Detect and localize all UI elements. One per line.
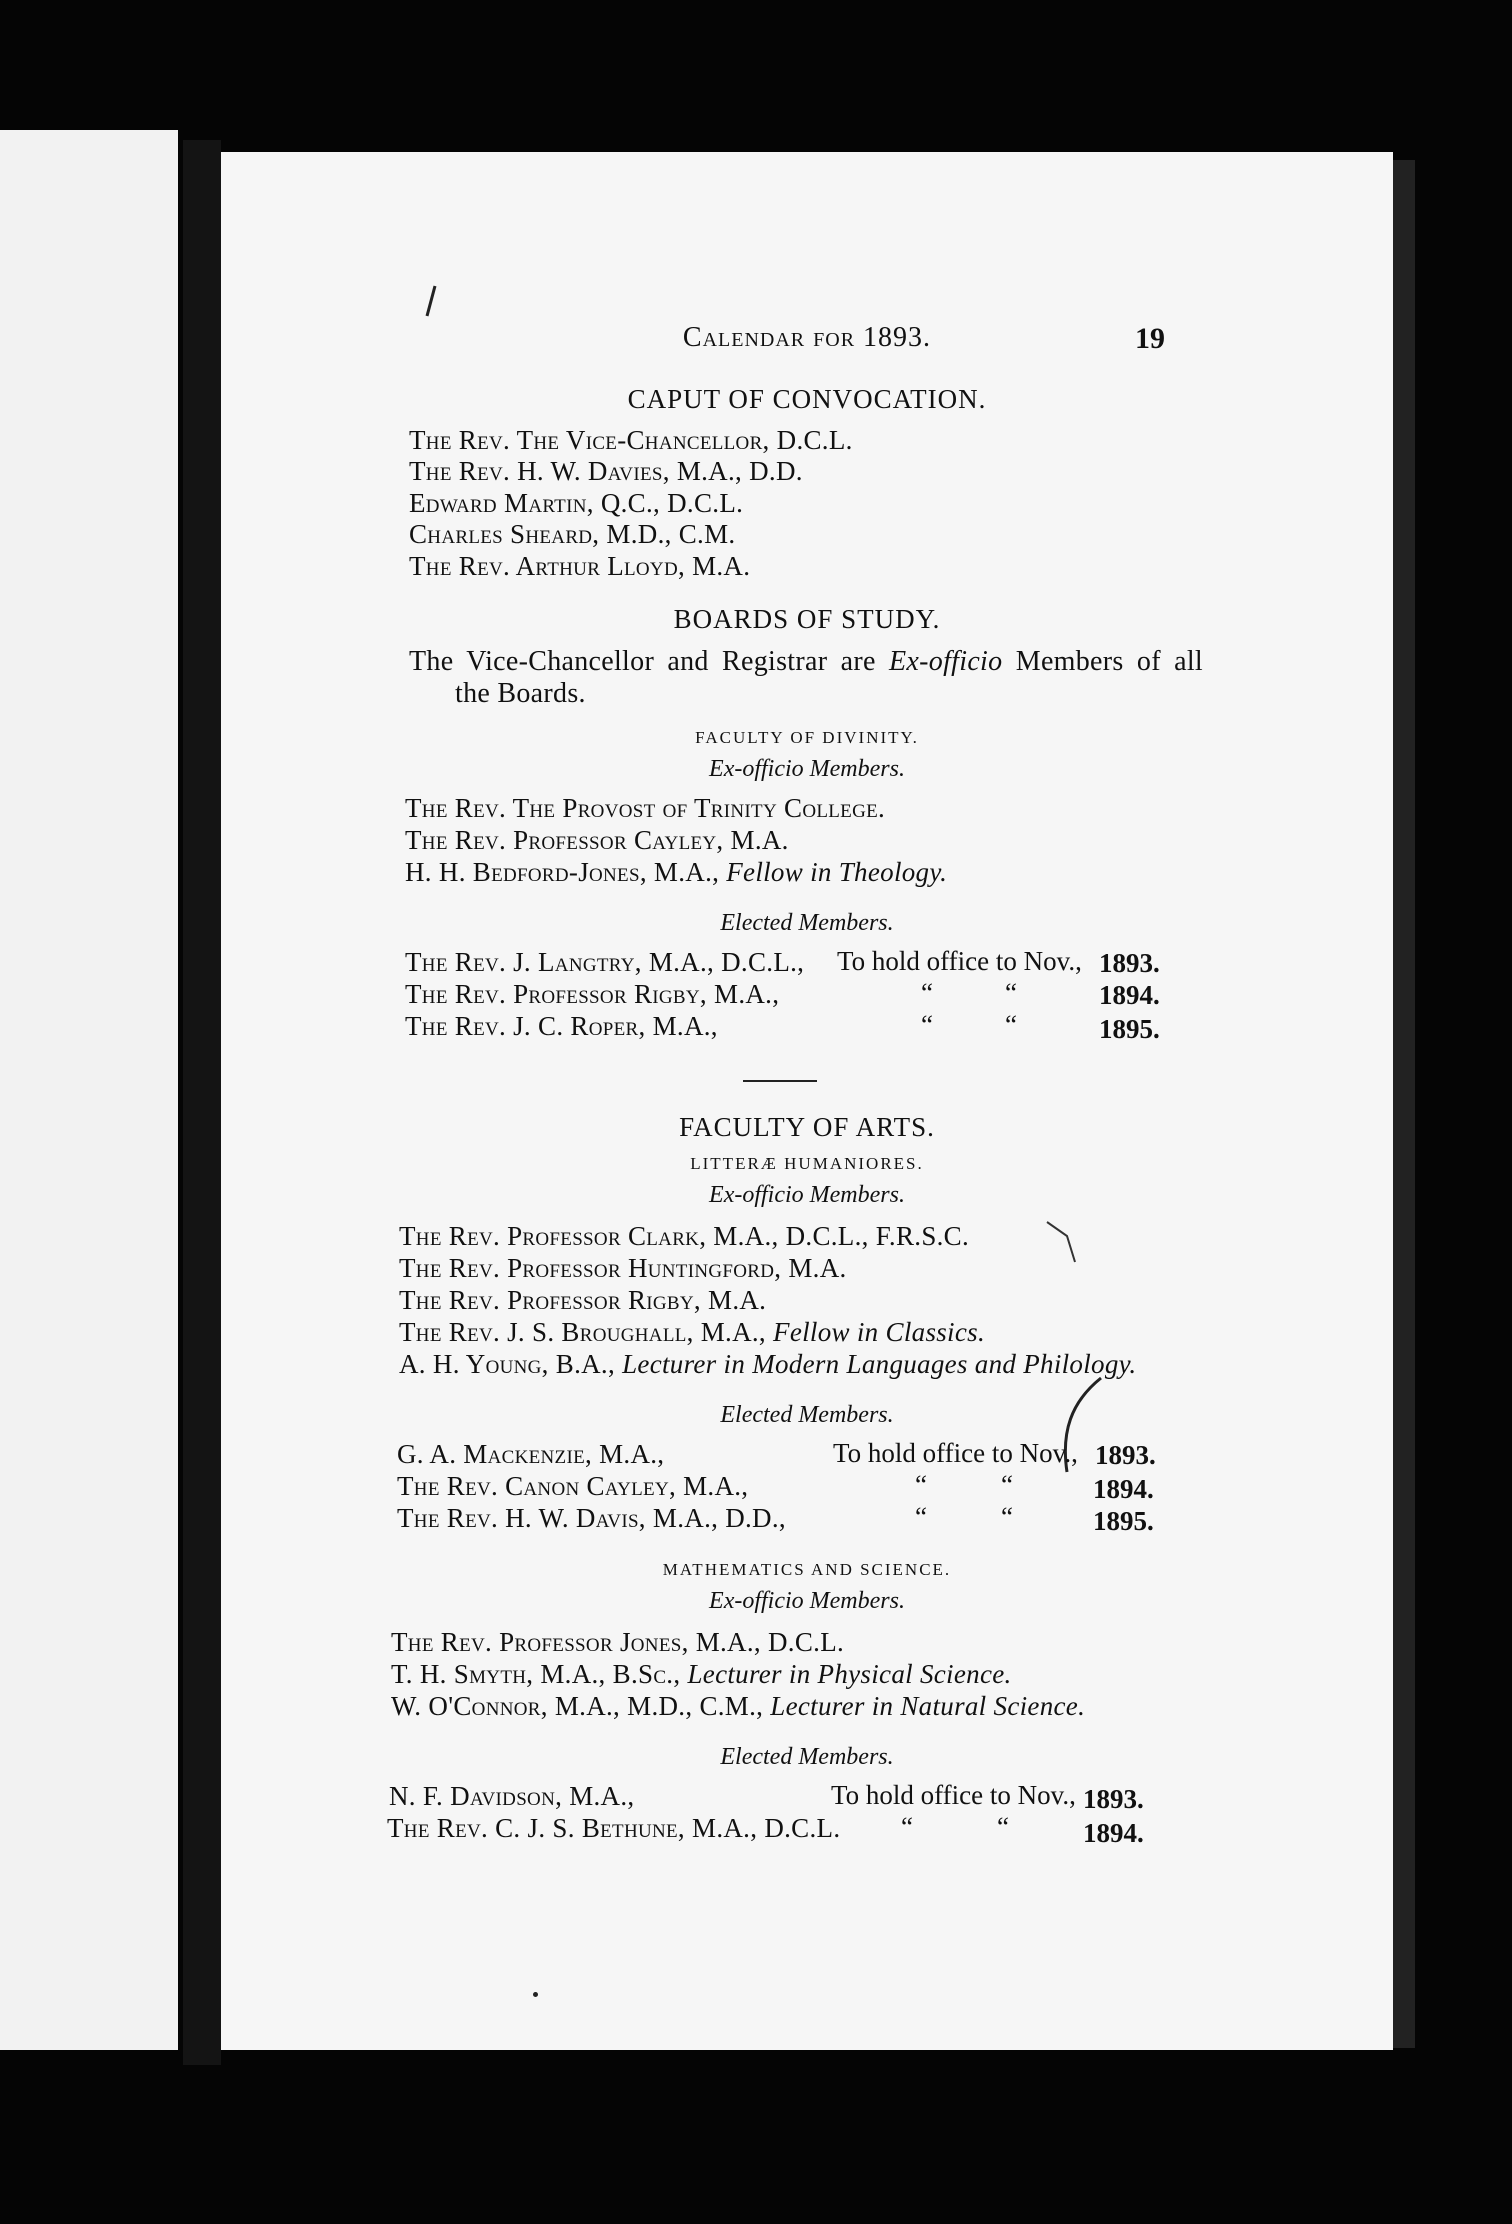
ditto-mark: “ (1005, 978, 1017, 1008)
member-name: The Rev. Professor Clark, M.A., D.C.L., F.R.S.C. (399, 1221, 970, 1251)
term-office-text: To hold office to Nov., (837, 946, 1082, 976)
caput-member: Charles Sheard, M.D., C.M. (409, 519, 736, 549)
member-name: H. H. Bedford-Jones, M.A., (405, 857, 720, 887)
term-year: 1894. (1083, 1818, 1144, 1848)
member-role: Lecturer in Physical Science. (687, 1659, 1012, 1689)
divinity-exofficio-member (405, 824, 789, 856)
caput-member: The Rev. H. W. Davies, M.A., D.D. (409, 456, 803, 486)
member-name: The Rev. J. S. Broughall, M.A., (399, 1317, 766, 1347)
pen-check-mark (1041, 1212, 1101, 1272)
ditto-mark: “ (915, 1502, 927, 1532)
term-year: 1895. (1093, 1506, 1154, 1536)
section-divider (743, 1080, 817, 1082)
book-gutter (183, 140, 221, 2065)
member-name: W. O'Connor, M.A., M.D., C.M., (391, 1691, 764, 1721)
term-year: 1893. (1083, 1784, 1144, 1814)
litterae-heading: LITTERÆ HUMANIORES. (690, 1154, 924, 1173)
ditto-mark: “ (1001, 1470, 1013, 1500)
term-year: 1893. (1099, 948, 1160, 978)
ditto-mark: “ (1005, 1010, 1017, 1040)
ditto-mark: “ (921, 1010, 933, 1040)
caput-heading: CAPUT OF CONVOCATION. (627, 384, 987, 414)
pen-mark (421, 282, 441, 322)
divinity-exofficio-label: Ex-officio Members. (709, 756, 905, 782)
member-name: The Rev. Professor Cayley, M.A. (405, 825, 789, 855)
arts-heading: FACULTY OF ARTS. (679, 1112, 935, 1142)
member-name: A. H. Young, B.A., (399, 1349, 616, 1379)
litterae-elected-member: The Rev. H. W. Davis, M.A., D.D., (397, 1503, 786, 1533)
litterae-exofficio-member (399, 1220, 969, 1252)
term-year: 1893. (1095, 1440, 1156, 1470)
term-year: 1894. (1099, 980, 1160, 1010)
member-name: The Rev. Professor Jones, M.A., D.C.L. (391, 1627, 845, 1657)
caput-member: The Rev. Arthur Lloyd, M.A. (409, 551, 751, 581)
litterae-exofficio-member (399, 1316, 985, 1348)
term-year: 1894. (1093, 1474, 1154, 1504)
divinity-exofficio-member (405, 856, 947, 888)
litterae-elected-member: The Rev. Canon Cayley, M.A., (397, 1471, 749, 1501)
member-role: Lecturer in Natural Science. (770, 1691, 1086, 1721)
facing-page-edge (0, 130, 178, 2050)
member-role: Fellow in Theology. (726, 857, 948, 887)
member-name: The Rev. Professor Huntingford, M.A. (399, 1253, 847, 1283)
term-office-text: To hold office to Nov., (831, 1780, 1076, 1810)
caput-member: Edward Martin, Q.C., D.C.L. (409, 488, 744, 518)
member-name: T. H. Smyth, M.A., B.Sc., (391, 1659, 681, 1689)
member-name: The Rev. Professor Rigby, M.A. (399, 1285, 767, 1315)
member-role: Lecturer in Modern Languages and Philology. (622, 1349, 1137, 1379)
divinity-elected-label: Elected Members. (720, 910, 894, 936)
ditto-mark: “ (901, 1812, 913, 1842)
ditto-mark: “ (921, 978, 933, 1008)
member-name: The Rev. The Provost of Trinity College. (405, 793, 886, 823)
ditto-mark: “ (997, 1812, 1009, 1842)
divinity-exofficio-member (405, 792, 885, 824)
running-head-title: Calendar for 1893. (682, 322, 932, 353)
boards-note-text: The Vice-Chancellor and Registrar are (409, 646, 876, 677)
term-office-text: To hold office to Nov., (833, 1438, 1078, 1468)
page-edge-shadow (1393, 160, 1415, 2048)
ink-dot (533, 1992, 538, 1997)
maths-heading: MATHEMATICS AND SCIENCE. (662, 1560, 952, 1579)
divinity-elected-member: The Rev. J. C. Roper, M.A., (405, 1011, 718, 1041)
member-role: Fellow in Classics. (773, 1317, 986, 1347)
litterae-elected-member: G. A. Mackenzie, M.A., (397, 1439, 665, 1469)
litterae-exofficio-member (399, 1284, 766, 1316)
maths-elected-label: Elected Members. (720, 1744, 894, 1770)
divinity-elected-member: The Rev. Professor Rigby, M.A., (405, 979, 780, 1009)
maths-exofficio-member (391, 1658, 1012, 1690)
maths-elected-member: The Rev. C. J. S. Bethune, M.A., D.C.L. (387, 1813, 841, 1843)
divinity-heading: FACULTY OF DIVINITY. (695, 728, 919, 747)
litterae-exofficio-label: Ex-officio Members. (709, 1182, 905, 1208)
boards-note-cont: the Boards. (455, 678, 586, 709)
page-number: 19 (1135, 322, 1165, 355)
litterae-exofficio-member (399, 1348, 1136, 1380)
ditto-mark: “ (915, 1470, 927, 1500)
book-page (221, 152, 1393, 2050)
litterae-exofficio-member (399, 1252, 847, 1284)
boards-heading: BOARDS OF STUDY. (673, 604, 941, 634)
maths-exofficio-label: Ex-officio Members. (709, 1588, 905, 1614)
running-head (221, 322, 1393, 354)
caput-member: The Rev. The Vice-Chancellor, D.C.L. (409, 425, 853, 455)
term-year: 1895. (1099, 1014, 1160, 1044)
litterae-elected-label: Elected Members. (720, 1402, 894, 1428)
maths-exofficio-member (391, 1690, 1085, 1722)
maths-exofficio-member (391, 1626, 844, 1658)
boards-note-exofficio: Ex-officio (889, 646, 1003, 677)
boards-note-text: Members of all (1015, 646, 1204, 677)
boards-note (409, 646, 1203, 678)
ditto-mark: “ (1001, 1502, 1013, 1532)
divinity-elected-member: The Rev. J. Langtry, M.A., D.C.L., (405, 947, 805, 977)
maths-elected-member: N. F. Davidson, M.A., (389, 1781, 635, 1811)
